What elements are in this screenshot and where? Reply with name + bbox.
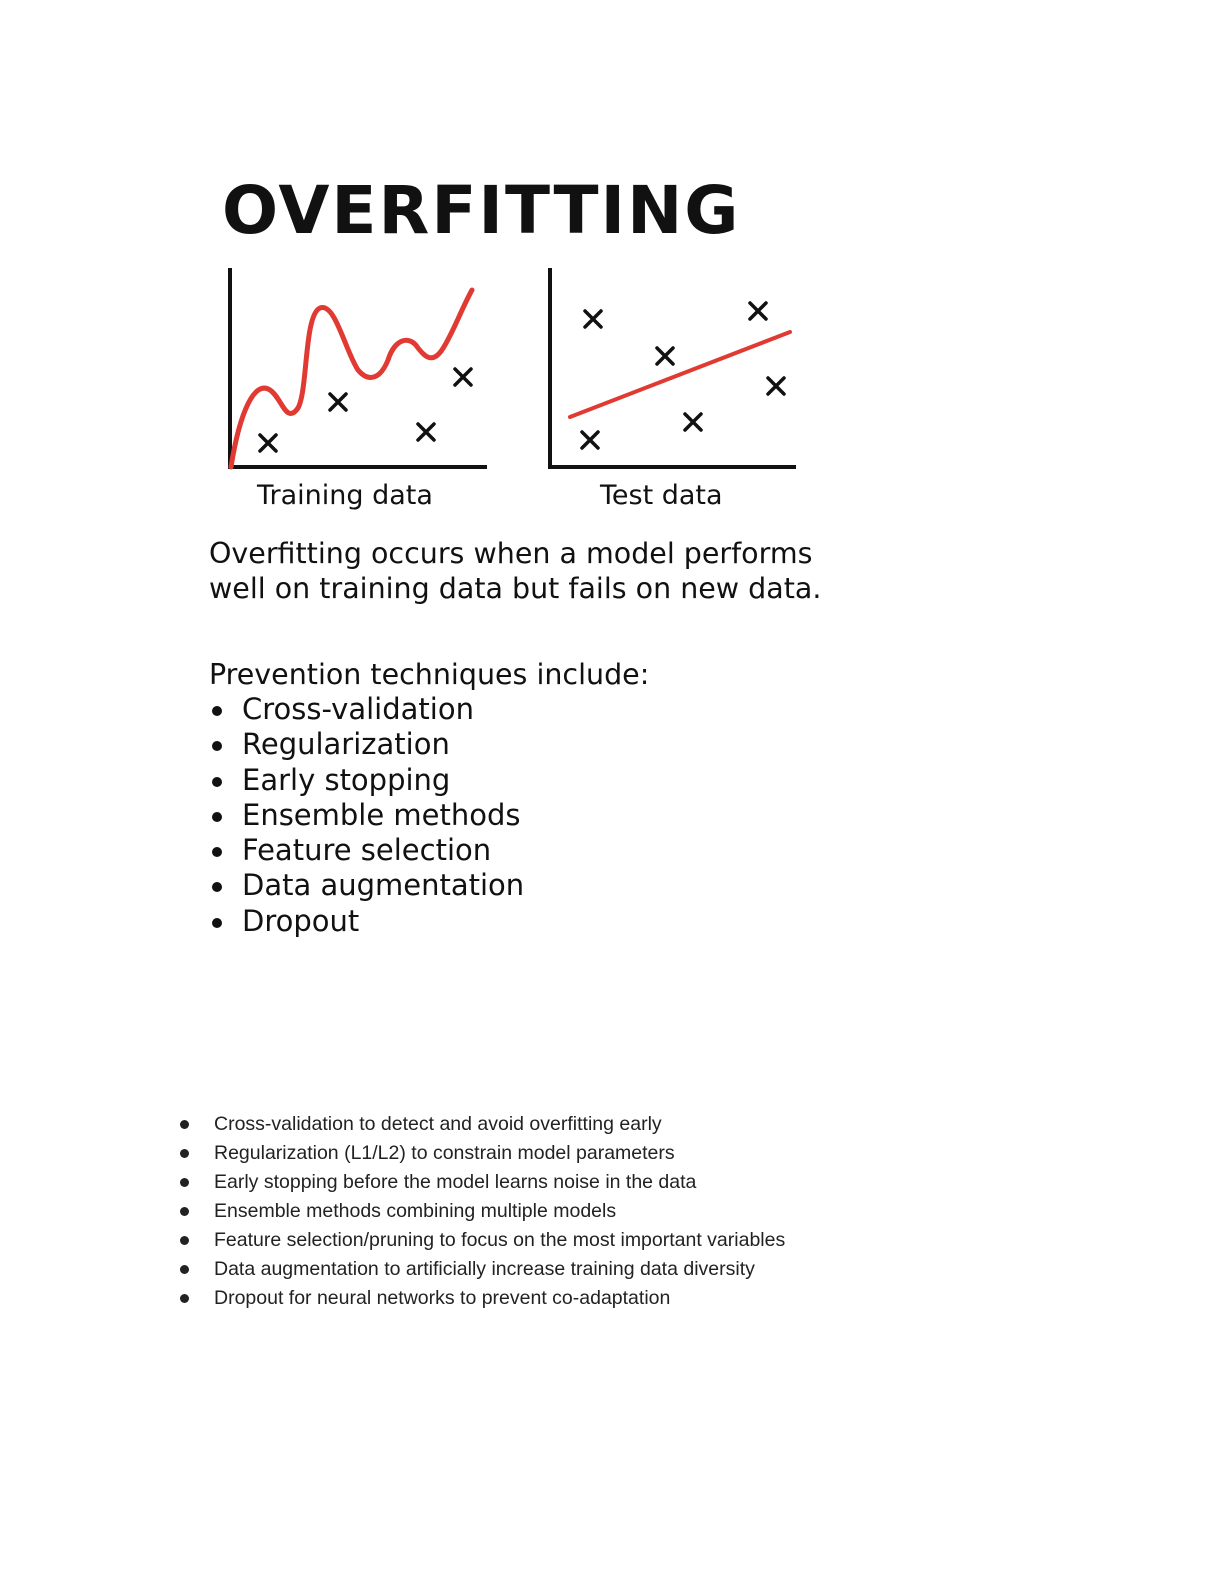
list-item (209, 798, 524, 833)
list-item (178, 1284, 785, 1313)
technique-label: Regularization (242, 727, 450, 762)
bullet-icon (180, 1120, 189, 1129)
bullet-icon (212, 777, 222, 787)
bullet-icon (180, 1294, 189, 1303)
bullet-icon (180, 1178, 189, 1187)
fit-line (570, 332, 790, 417)
detail-list (178, 1110, 785, 1313)
bullet-icon (180, 1265, 189, 1274)
detail-text: Regularization (L1/L2) to constrain model parameters (214, 1142, 675, 1164)
training-point-1 (260, 435, 276, 451)
overfitting-poster (200, 170, 840, 950)
training-point-2 (330, 394, 346, 410)
list-item (209, 868, 524, 903)
plots-illustration (200, 260, 840, 480)
detail-text: Ensemble methods combining multiple models (214, 1200, 617, 1222)
training-point-3 (418, 424, 434, 440)
test-data-label: Test data (600, 480, 723, 511)
test-point-4 (768, 378, 784, 394)
detail-text: Data augmentation to artificially increase training data diversity (214, 1258, 755, 1280)
technique-label: Dropout (242, 903, 360, 938)
list-item (178, 1110, 785, 1139)
training-data-label: Training data (257, 480, 433, 511)
detail-text: Feature selection/pruning to focus on the most important variables (214, 1229, 786, 1251)
bullet-icon (212, 706, 222, 716)
overfitting-description: Overfitting occurs when a model performs well on training data but fails on new data. (209, 537, 822, 605)
poster-title: OVERFITTING (222, 172, 741, 249)
detail-text: Dropout for neural networks to prevent co-adaptation (214, 1287, 671, 1309)
technique-label: Data augmentation (242, 868, 525, 903)
test-point-1 (585, 311, 601, 327)
training-plot (228, 268, 487, 468)
list-item (178, 1139, 785, 1168)
bullet-icon (180, 1207, 189, 1216)
bullet-icon (212, 882, 222, 892)
list-item (178, 1255, 785, 1284)
list-item (209, 763, 524, 798)
bullet-icon (180, 1149, 189, 1158)
list-item (178, 1197, 785, 1226)
test-plot (548, 268, 796, 468)
technique-label: Cross-validation (242, 692, 474, 726)
test-point-5 (685, 414, 701, 430)
technique-label: Feature selection (242, 833, 492, 868)
training-point-4 (455, 369, 471, 385)
test-point-3 (657, 348, 673, 364)
bullet-icon (212, 847, 222, 857)
detail-text: Cross-validation to detect and avoid overfitting early (214, 1113, 662, 1135)
list-item (209, 904, 524, 939)
list-item (209, 692, 524, 727)
bullet-icon (212, 812, 222, 822)
technique-label: Ensemble methods (242, 797, 521, 832)
prevention-heading: Prevention techniques include: (209, 658, 650, 691)
list-item (209, 727, 524, 762)
list-item (178, 1168, 785, 1197)
technique-label: Early stopping (242, 762, 451, 797)
list-item (178, 1226, 785, 1255)
test-point-2 (750, 303, 766, 319)
detail-text: Early stopping before the model learns noise in the data (214, 1171, 697, 1193)
technique-list (209, 692, 524, 939)
bullet-icon (212, 918, 222, 928)
bullet-icon (180, 1236, 189, 1245)
bullet-icon (212, 741, 222, 751)
list-item (209, 833, 524, 868)
test-point-6 (582, 432, 598, 448)
